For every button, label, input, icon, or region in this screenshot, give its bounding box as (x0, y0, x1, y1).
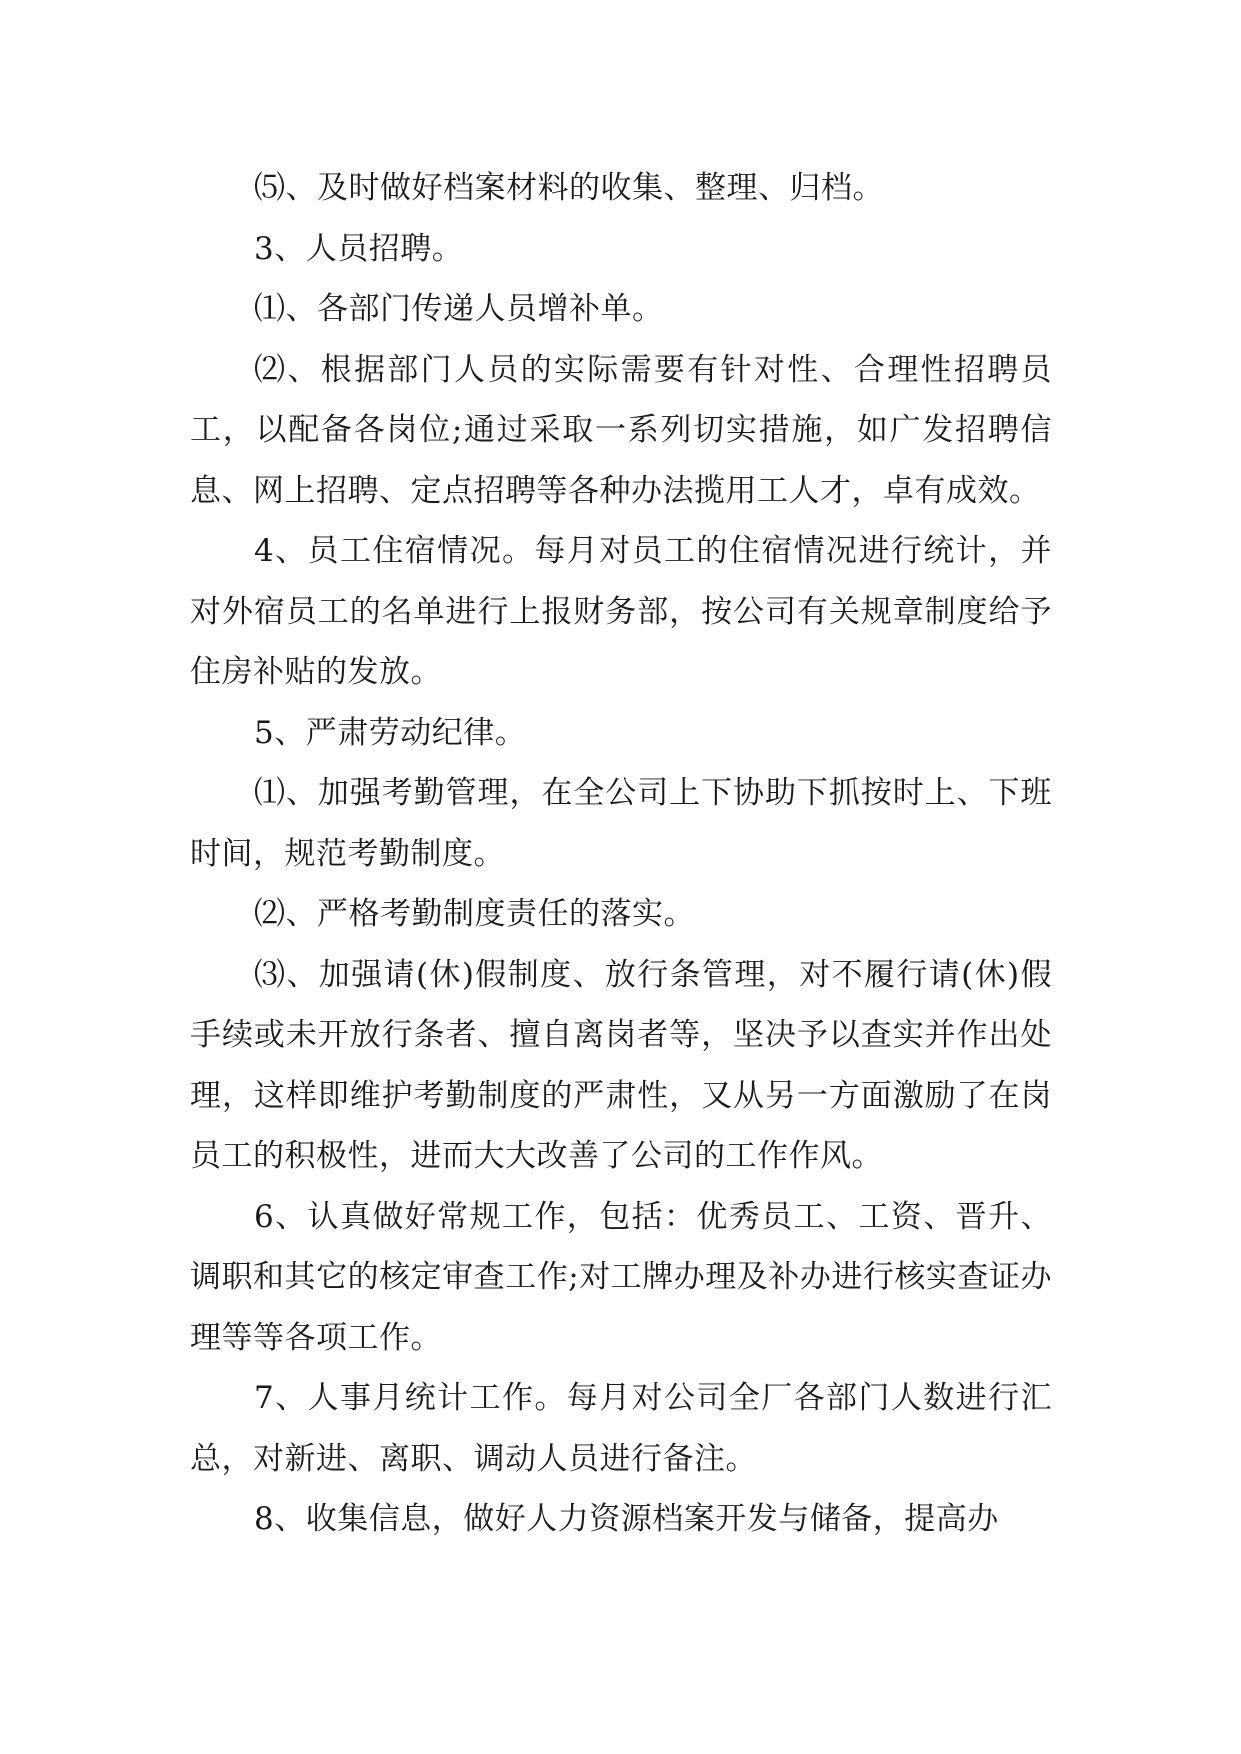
paragraph: ⑶、加强请(休)假制度、放行条管理，对不履行请(休)假手续或未开放行条者、擅自离岗者等，坚决予以查实并作出处理，这样即维护考勤制度的严肃性，又从另一方面激励了在岗员工的积极性，进而大大改善了公司的工作作风。 (190, 956, 1052, 1174)
paragraph: ⑴、加强考勤管理，在全公司上下协助下抓按时上、下班时间，规范考勤制度。 (190, 775, 1052, 872)
document-body (190, 158, 1052, 1550)
paragraph: 6、认真做好常规工作，包括：优秀员工、工资、晋升、调职和其它的核定审查工作;对工牌办理及补办进行核实查证办理等等各项工作。 (190, 1198, 1052, 1356)
paragraph: 4、员工住宿情况。每月对员工的住宿情况进行统计，并对外宿员工的名单进行上报财务部，按公司有关规章制度给予住房补贴的发放。 (190, 533, 1052, 690)
paragraph: ⑵、根据部门人员的实际需要有针对性、合理性招聘员工，以配备各岗位;通过采取一系列切实措施，如广发招聘信息、网上招聘、定点招聘等各种办法揽用工人才，卓有成效。 (190, 351, 1052, 509)
paragraph: ⑴、各部门传递人员增补单。 (254, 291, 664, 327)
paragraph: 3、人员招聘。 (254, 230, 464, 267)
paragraph: ⑸、及时做好档案材料的收集、整理、归档。 (254, 170, 884, 206)
paragraph: 5、严肃劳动纪律。 (254, 714, 527, 751)
paragraph: 7、人事月统计工作。每月对公司全厂各部门人数进行汇总，对新进、离职、调动人员进行备注。 (190, 1380, 1052, 1477)
paragraph: ⑵、严格考勤制度责任的落实。 (254, 896, 695, 932)
paragraph: 8、收集信息，做好人力资源档案开发与储备，提高办 (254, 1501, 999, 1537)
